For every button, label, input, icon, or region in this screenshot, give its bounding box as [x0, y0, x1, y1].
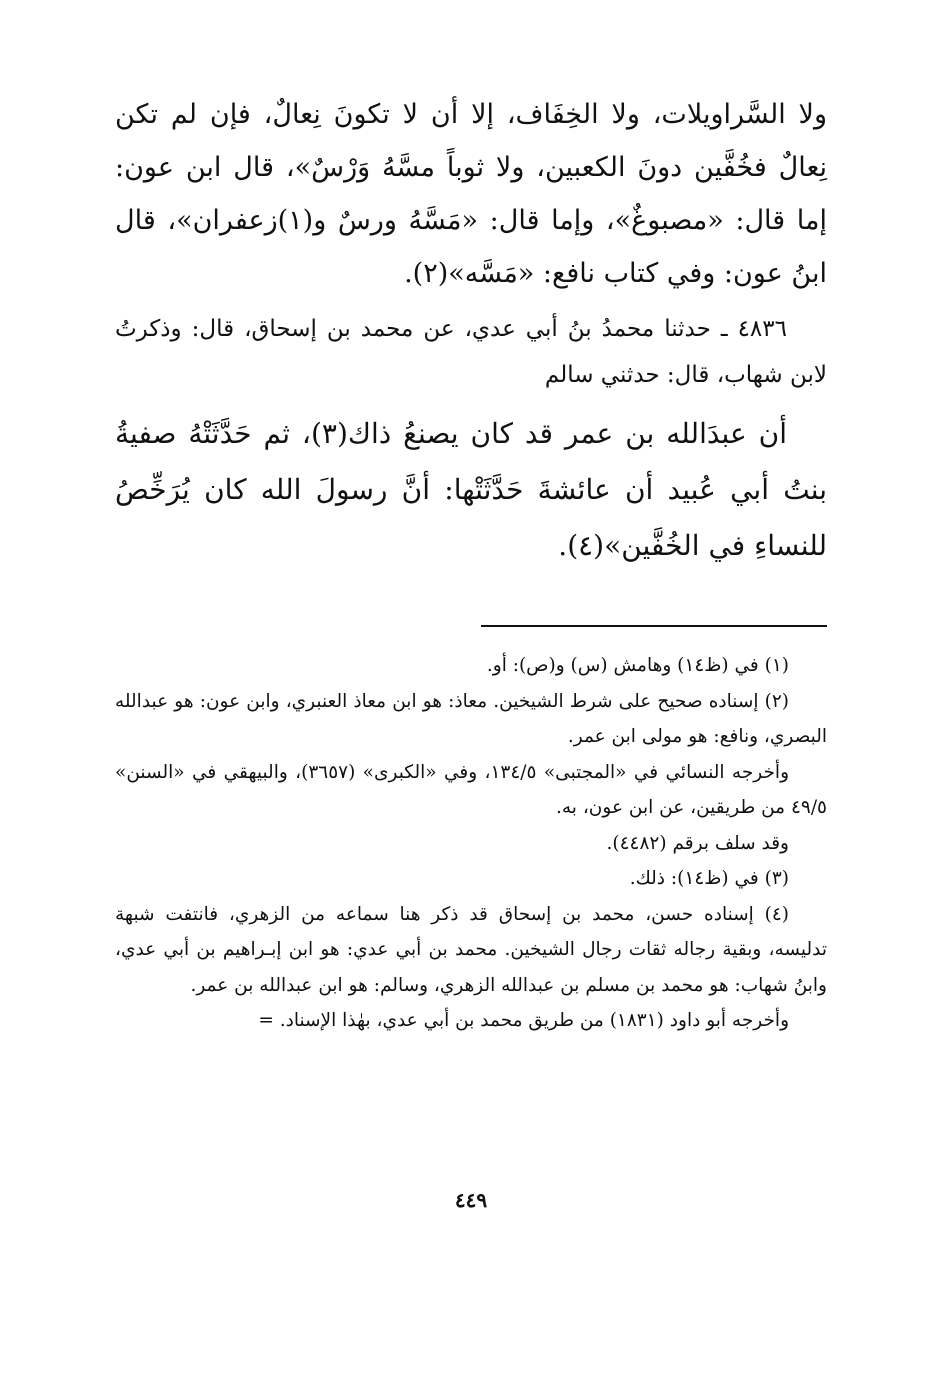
footnote-4-sources: وأخرجه أبو داود (١٨٣١) من طريق محمد بن أبي عدي، بهٰذا الإسناد. =: [258, 1010, 789, 1031]
footnotes: [115, 648, 827, 1039]
footnote-2-sources: وأخرجه النسائي في «المجتبى» ١٣٤/٥، وفي «الكبرى» (٣٦٥٧)، والبيهقي في «السنن» ٤٩/٥ من طريقين، عن ابن عون، به.: [115, 761, 827, 818]
footnote-2-crossref: وقد سلف برقم (٤٤٨٢).: [606, 832, 789, 854]
footnote-1: (١) في (ظ١٤) وهامش (س) و(ص): أو.: [486, 655, 789, 676]
main-paragraph-1: ولا السَّراويلات، ولا الخِفَاف، إلا أن لا تكونَ نِعالٌ، فإن لم تكن نِعالٌ فخُفَّين دونَ الكعبين، ولا ثوباً مسَّهُ وَرْسٌ»، قال ابن عون: إما قال: «مصبوغٌ»، وإما قال: «مَسَّهُ ورسٌ و(١)زعفران»، قال ابنُ عون: وفي كتاب نافع: «مَسَّه»(٢).: [115, 99, 827, 289]
footnote-3: (٣) في (ظ١٤): ذلك.: [629, 868, 789, 889]
footnote-separator: [481, 625, 827, 627]
hadith-chain: ٤٨٣٦ ـ حدثنا محمدُ بنُ أبي عدي، عن محمد بن إسحاق، قال: وذكرتُ لابن شهاب، قال: حدثني سالم: [115, 316, 827, 388]
page-number: ٤٤٩: [454, 1188, 488, 1212]
footnote-2: (٢) إسناده صحيح على شرط الشيخين. معاذ: هو ابن معاذ العنبري، وابن عون: هو عبدالله البصري، ونافع: هو مولى ابن عمر.: [115, 690, 827, 747]
hadith-text: أن عبدَالله بن عمر قد كان يصنعُ ذاك(٣)، ثم حَدَّثَتْهُ صفيةُ بنتُ أبي عُبيد أن عائشةَ حَدَّثَتْها: أنَّ رسولَ الله كان يُرَخِّصُ للنساءِ في الخُفَّين»(٤).: [115, 417, 828, 562]
main-text: [115, 88, 827, 574]
footnote-4: (٤) إسناده حسن، محمد بن إسحاق قد ذكر هنا سماعه من الزهري، فانتفت شبهة تدليسه، وبقية رجاله ثقات رجال الشيخين. محمد بن أبي عدي: هو ابن إبـراهيم بن أبي عدي، وابنُ شهاب: هو محمد بن مسلم بن عبدالله الزهري، وسالم: هو ابن عبدالله بن عمر.: [115, 903, 827, 996]
